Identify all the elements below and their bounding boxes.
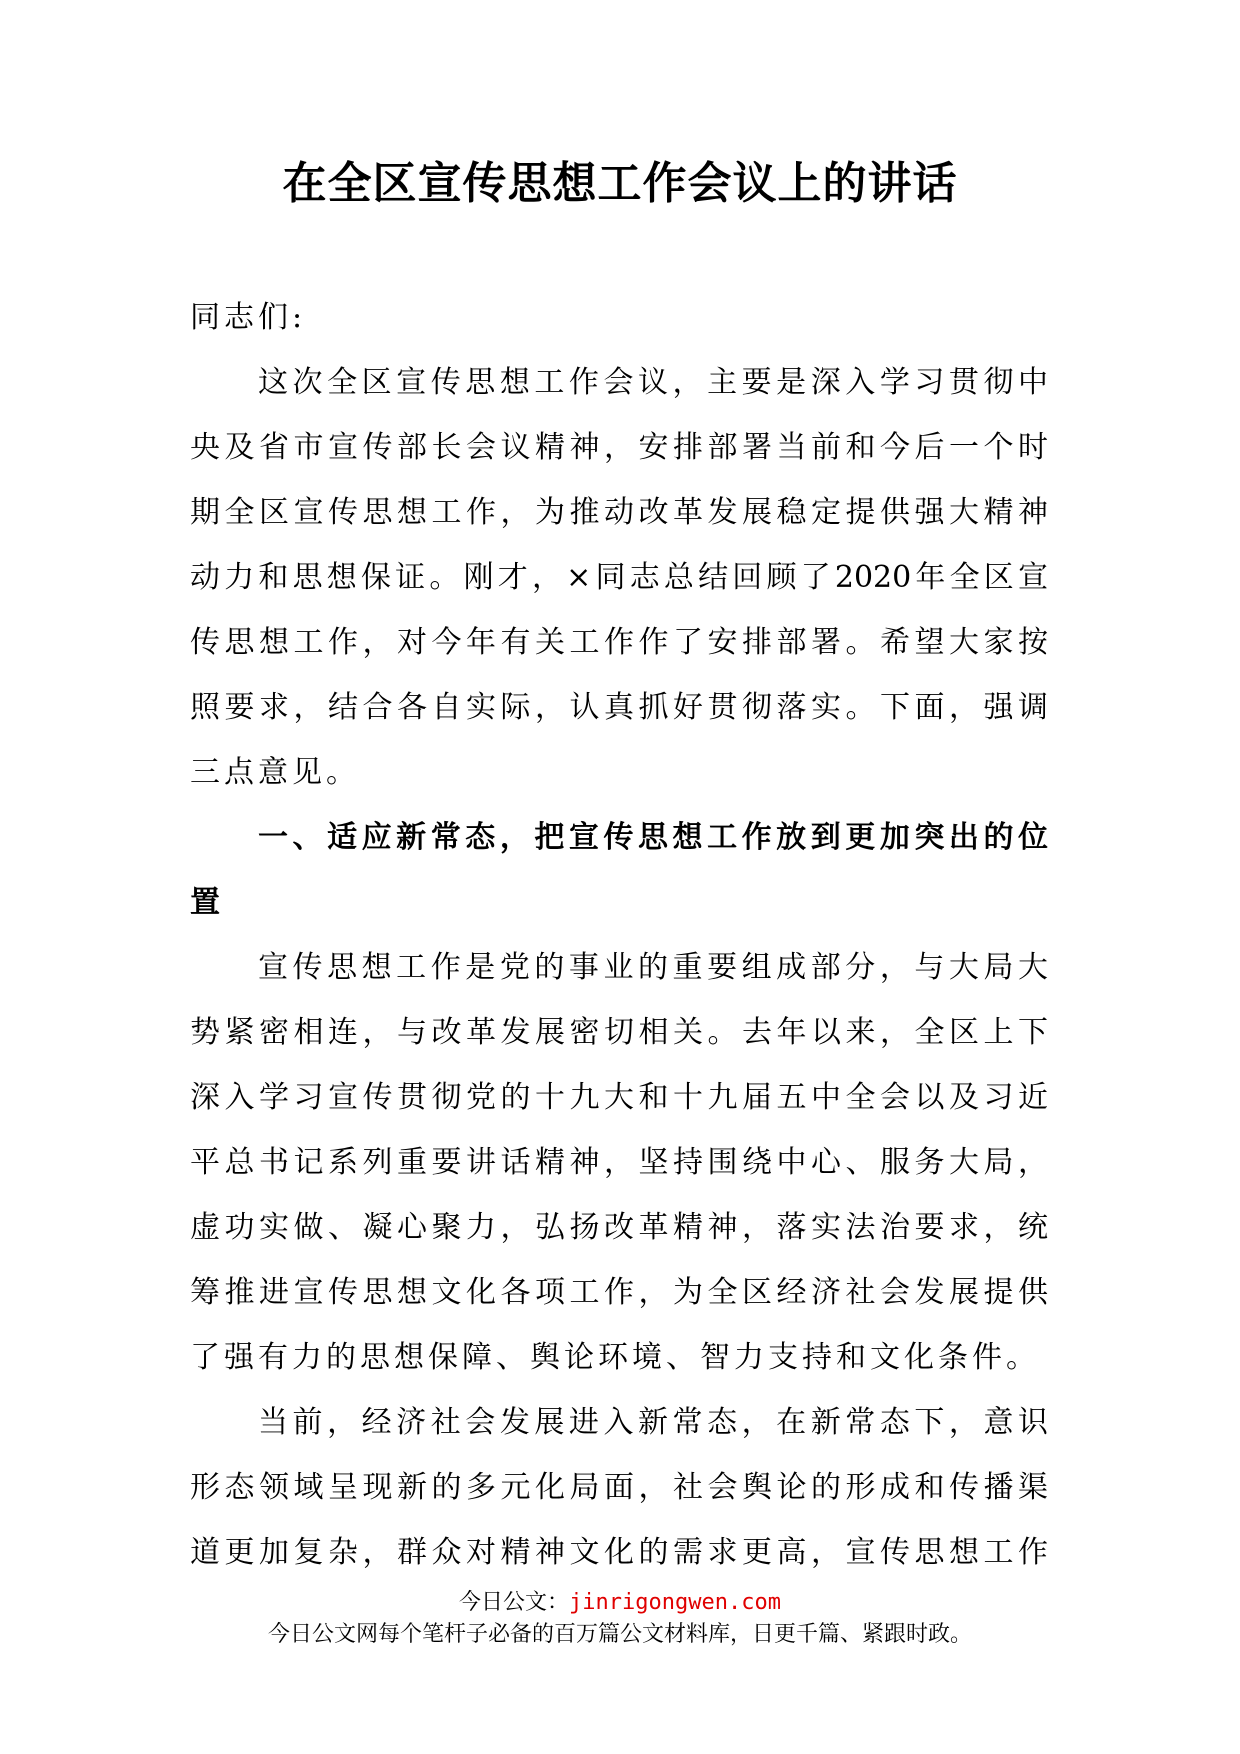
- text-line: 央及省市宣传部长会议精神，安排部署当前和今后一个时: [190, 430, 1048, 465]
- footer-label: 今日公文：: [459, 1590, 570, 1615]
- text-line: 深入学习宣传贯彻党的十九大和十九届五中全会以及习近: [190, 1080, 1048, 1115]
- footer-tagline: 今日公文网每个笔杆子必备的百万篇公文材料库，日更千篇、紧跟时政。: [267, 1622, 972, 1647]
- text-line: 照要求，结合各自实际，认真抓好贯彻落实。下面，强调: [190, 690, 1048, 725]
- paragraph-intro: [190, 350, 1048, 805]
- footer-url-link[interactable]: jinrigongwen.com: [569, 1590, 781, 1615]
- document-title: 在全区宣传思想工作会议上的讲话: [282, 158, 958, 209]
- text-line: 这次全区宣传思想工作会议，主要是深入学习贯彻中: [258, 365, 1048, 400]
- heading-line: 一、适应新常态，把宣传思想工作放到更加突出的位: [258, 820, 1048, 855]
- text-line: 虚功实做、凝心聚力，弘扬改革精神，落实法治要求，统: [190, 1210, 1048, 1245]
- paragraph-2: [190, 935, 1048, 1390]
- text-line: 三点意见。: [190, 755, 360, 790]
- footer-source: [0, 1585, 1240, 1616]
- text-line: 道更加复杂，群众对精神文化的需求更高，宣传思想工作: [190, 1535, 1048, 1570]
- salutation: 同志们:: [190, 300, 307, 335]
- heading-line: 置: [190, 885, 224, 920]
- section-heading-1: [190, 805, 1048, 935]
- text-line: 筹推进宣传思想文化各项工作，为全区经济社会发展提供: [190, 1275, 1048, 1310]
- document-body: [190, 285, 1048, 1585]
- text-line: 了强有力的思想保障、舆论环境、智力支持和文化条件。: [190, 1340, 1040, 1375]
- text-line: 动力和思想保证。刚才，×同志总结回顾了2020年全区宣: [190, 560, 1048, 595]
- text-line: 宣传思想工作是党的事业的重要组成部分，与大局大: [258, 950, 1048, 985]
- text-line: 平总书记系列重要讲话精神，坚持围绕中心、服务大局，: [190, 1145, 1048, 1180]
- text-line: 传思想工作，对今年有关工作作了安排部署。希望大家按: [190, 625, 1048, 660]
- paragraph-3: [190, 1390, 1048, 1585]
- text-line: 势紧密相连，与改革发展密切相关。去年以来，全区上下: [190, 1015, 1048, 1050]
- text-line: 期全区宣传思想工作，为推动改革发展稳定提供强大精神: [190, 495, 1048, 530]
- text-line: 当前，经济社会发展进入新常态，在新常态下，意识: [258, 1405, 1048, 1440]
- text-line: 形态领域呈现新的多元化局面，社会舆论的形成和传播渠: [190, 1470, 1048, 1505]
